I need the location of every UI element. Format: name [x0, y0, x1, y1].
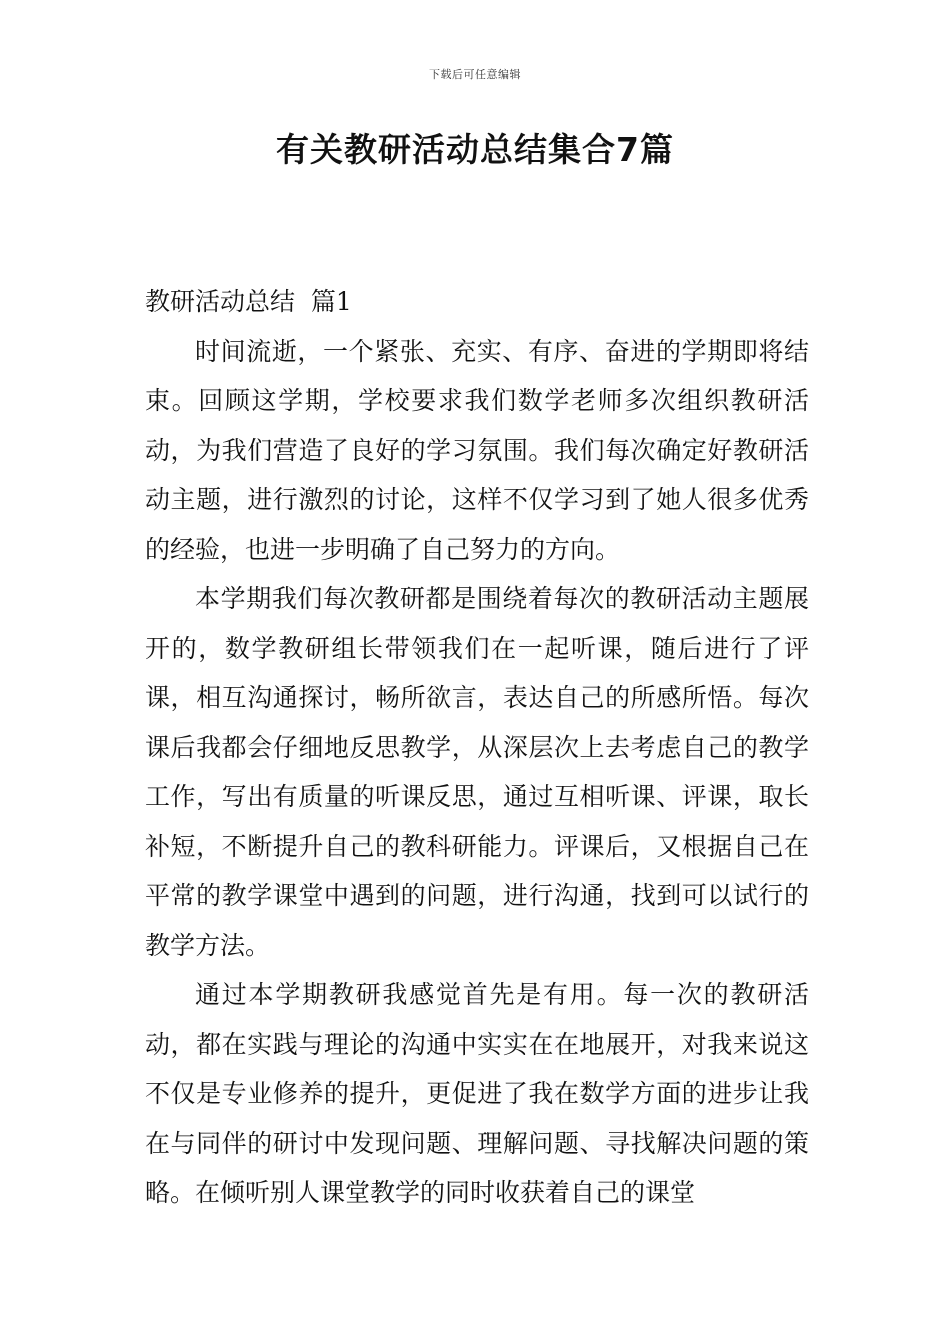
document-title: 有关教研活动总结集合7篇 — [276, 130, 674, 169]
document-body — [145, 277, 809, 1218]
header-note: 下载后可任意编辑 — [429, 68, 521, 81]
paragraph: 时间流逝，一个紧张、充实、有序、奋进的学期即将结束。回顾这学期，学校要求我们数学老师多次组织教研活动，为我们营造了良好的学习氛围。我们每次确定好教研活动主题，进行激烈的讨论，这样不仅学习到了她人很多优秀的经验，也进一步明确了自己努力的方向。 — [145, 336, 809, 564]
paragraph: 本学期我们每次教研都是围绕着每次的教研活动主题展开的，数学教研组长带领我们在一起听课，随后进行了评课，相互沟通探讨，畅所欲言，表达自己的所感所悟。每次课后我都会仔细地反思教学，从深层次上去考虑自己的教学工作，写出有质量的听课反思，通过互相听课、评课，取长补短，不断提升自己的教科研能力。评课后，又根据自己在平常的教学课堂中遇到的问题，进行沟通，找到可以试行的教学方法。 — [145, 584, 809, 960]
section-heading: 教研活动总结 篇1 — [145, 287, 352, 316]
paragraph: 通过本学期教研我感觉首先是有用。每一次的教研活动，都在实践与理论的沟通中实实在在地展开，对我来说这不仅是专业修养的提升，更促进了我在数学方面的进步让我在与同伴的研讨中发现问题、理解问题、寻找解决问题的策略。在倾听别人课堂教学的同时收获着自己的课堂 — [145, 980, 809, 1207]
